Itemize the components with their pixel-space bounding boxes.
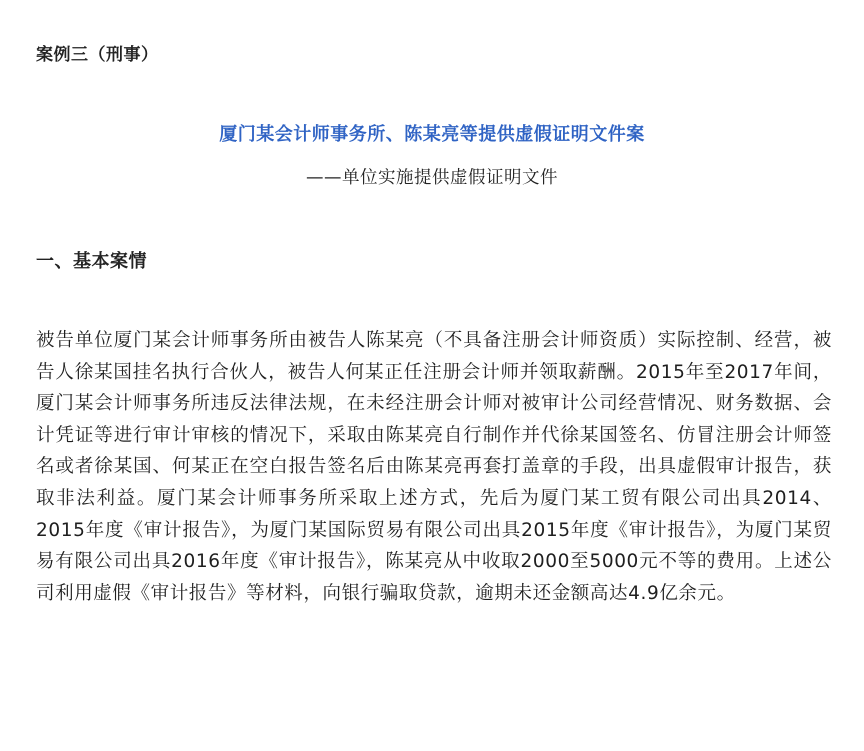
case-label: 案例三（刑事） [36, 45, 159, 65]
case-facts-paragraph: 被告单位厦门某会计师事务所由被告人陈某亮（不具备注册会计师资质）实际控制、经营，被告人徐某国挂名执行合伙人，被告人何某正任注册会计师并领取薪酬。2015年至2017年间，厦门某会计师事务所违反法律法规，在未经注册会计师对被审计公司经营情况、财务数据、会计凭证等进行审计审核的情况下，采取由陈某亮自行制作并代徐某国签名、仿冒注册会计师签名或者徐某国、何某正在空白报告签名后由陈某亮再套打盖章的手段，出具虚假审计报告，获取非法利益。厦门某会计师事务所采取上述方式，先后为厦门某工贸有限公司出具2014、2015年度《审计报告》，为厦门某国际贸易有限公司出具2015年度《审计报告》，为厦门某贸易有限公司出具2016年度《审计报告》，陈某亮从中收取2000至5000元不等的费用。上述公司利用虚假《审计报告》等材料，向银行骗取贷款，逾期未还金额高达4.9亿余元。 [36, 330, 832, 604]
title-block [0, 122, 864, 191]
document-subtitle: ——单位实施提供虚假证明文件 [306, 168, 558, 188]
document-title: 厦门某会计师事务所、陈某亮等提供虚假证明文件案 [219, 124, 645, 145]
section-heading: 一、基本案情 [36, 251, 147, 272]
